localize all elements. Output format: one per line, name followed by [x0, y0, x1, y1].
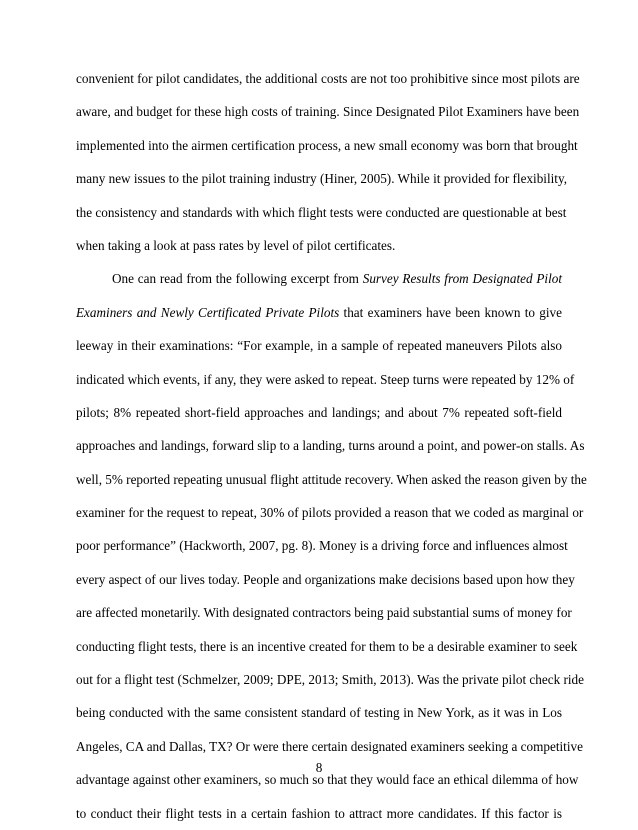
- text-line: poor performance” (Hackworth, 2007, pg. 8). Money is a driving force and influences almost: [76, 538, 568, 554]
- text-line: are affected monetarily. With designated contractors being paid substantial sums of money for: [76, 605, 572, 621]
- italic-title: Examiners and Newly Certificated Private Pilots: [76, 304, 340, 320]
- text-line: being conducted with the same consistent standard of testing in New York, as it was in Los: [76, 705, 562, 721]
- page-number: 8: [315, 760, 323, 775]
- text-line: when taking a look at pass rates by level of pilot certificates.: [76, 237, 396, 253]
- text-line: advantage against other examiners, so much so that they would face an ethical dilemma of how: [76, 772, 579, 788]
- text-run: that examiners have been known to give: [339, 304, 562, 320]
- text-run: One can read from the following excerpt from: [112, 271, 363, 287]
- text-line: well, 5% reported repeating unusual flight attitude recovery. When asked the reason given by the: [76, 471, 587, 487]
- text-line: many new issues to the pilot training industry (Hiner, 2005). While it provided for flexibility,: [76, 171, 567, 187]
- body-text: [76, 62, 587, 830]
- text-line: [76, 296, 562, 329]
- text-line: convenient for pilot candidates, the additional costs are not too prohibitive since most pilots are: [76, 71, 580, 86]
- italic-title: Survey Results from Designated Pilot: [362, 271, 562, 287]
- text-line: every aspect of our lives today. People and organizations make decisions based upon how they: [76, 571, 575, 587]
- text-line: indicated which events, if any, they were asked to repeat. Steep turns were repeated by 12% of: [76, 371, 575, 387]
- text-line: conducting flight tests, there is an incentive created for them to be a desirable examiner to seek: [76, 638, 578, 654]
- text-line: Angeles, CA and Dallas, TX? Or were there certain designated examiners seeking a competitive: [76, 738, 583, 754]
- text-line: implemented into the airmen certification process, a new small economy was born that brought: [76, 137, 578, 153]
- text-line: approaches and landings, forward slip to a landing, turns around a point, and power-on stalls. As: [76, 438, 585, 454]
- text-line: [76, 262, 562, 295]
- text-line: pilots; 8% repeated short-field approaches and landings; and about 7% repeated soft-field: [76, 404, 562, 420]
- text-line: examiner for the request to repeat, 30% of pilots provided a reason that we coded as marginal or: [76, 505, 584, 521]
- text-line: the consistency and standards with which flight tests were conducted are questionable at best: [76, 204, 567, 220]
- text-line: out for a flight test (Schmelzer, 2009; DPE, 2013; Smith, 2013). Was the private pilot check ride: [76, 672, 584, 688]
- text-line: leeway in their examinations: “For example, in a sample of repeated maneuvers Pilots also: [76, 338, 562, 354]
- text-line: to conduct their flight tests in a certain fashion to attract more candidates. If this factor is: [76, 805, 562, 821]
- text-line: aware, and budget for these high costs of training. Since Designated Pilot Examiners have been: [76, 104, 580, 120]
